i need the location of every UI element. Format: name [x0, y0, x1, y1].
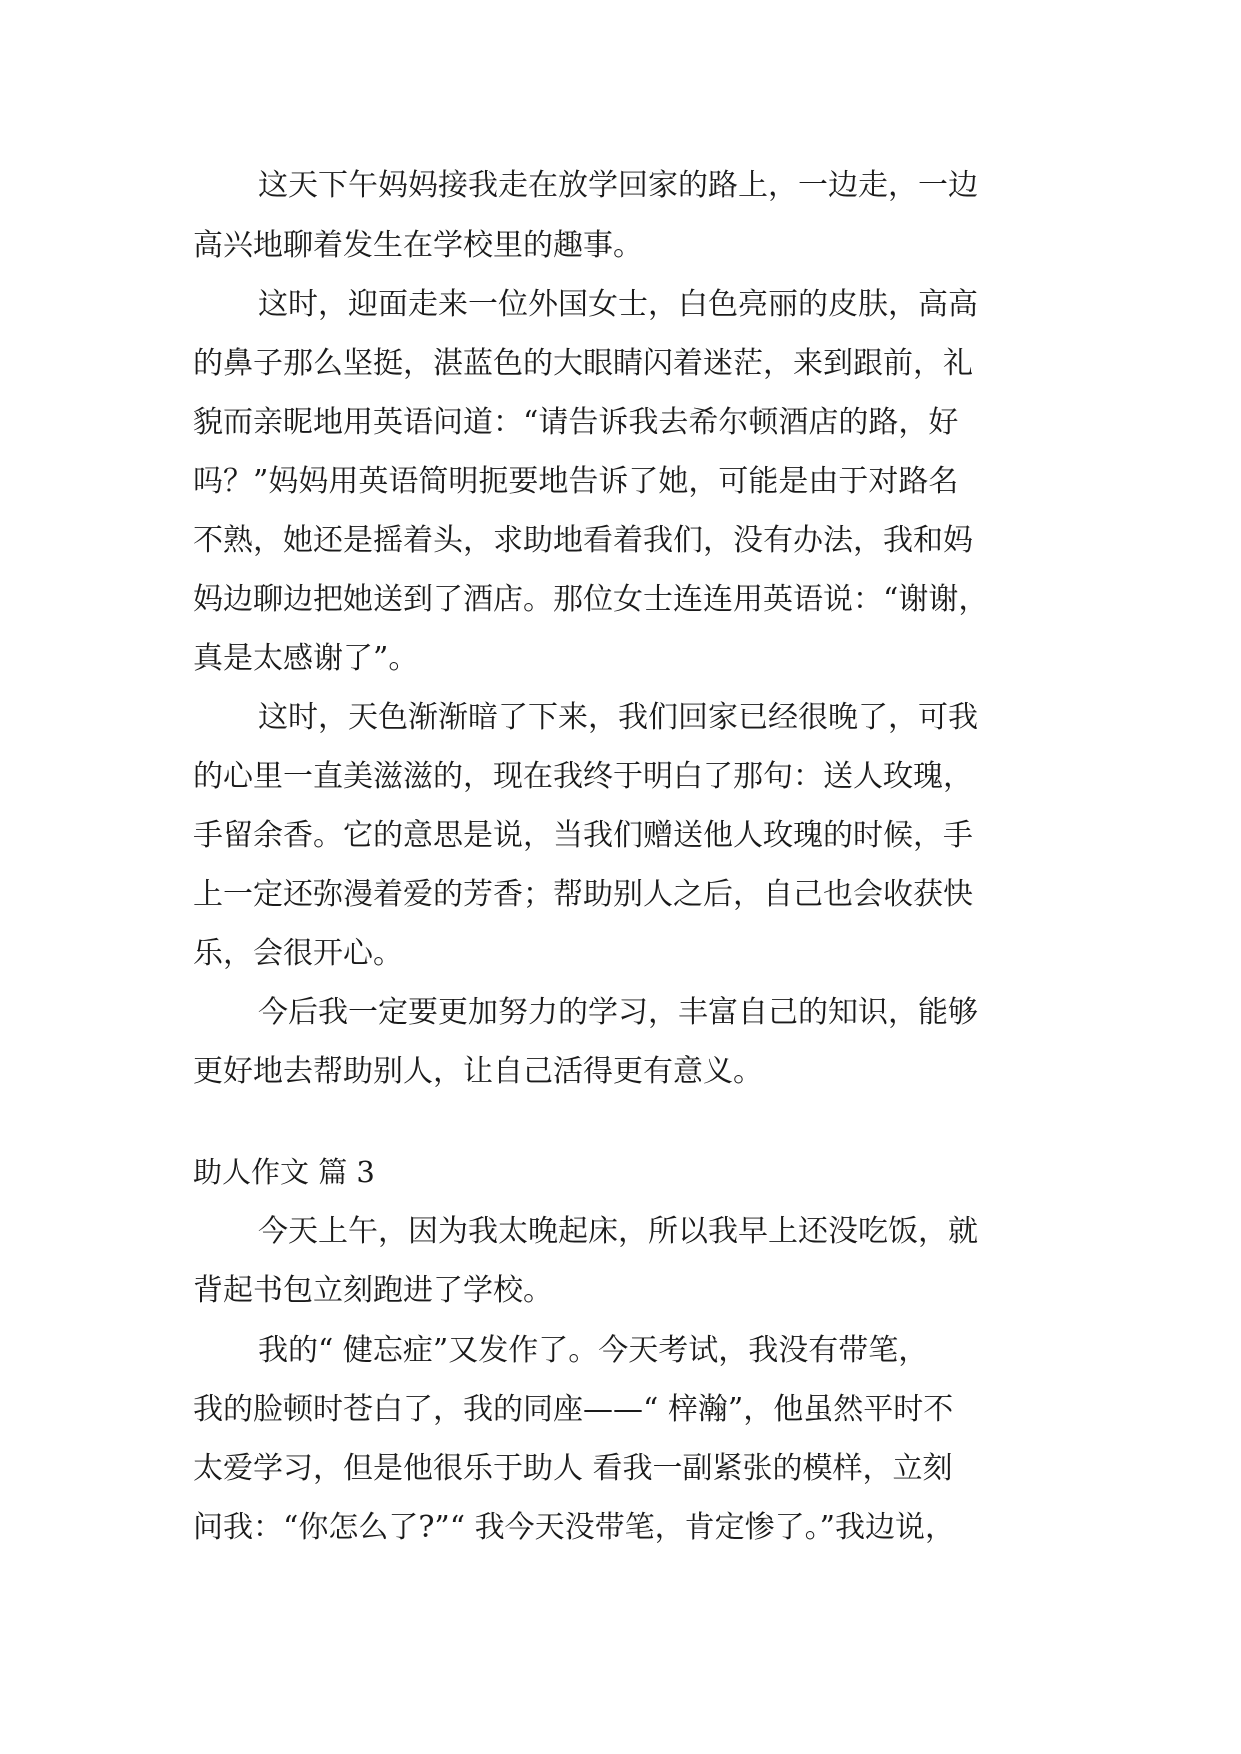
paragraph-6-line-4: 问我：“你怎么了?”“ 我今天没带笔，肯定惨了。”我边说， — [193, 1510, 955, 1545]
paragraph-1-line-1: 这天下午妈妈接我走在放学回家的路上，一边走，一边 — [258, 168, 978, 203]
paragraph-2-line-2: 的鼻子那么坚挺，湛蓝色的大眼睛闪着迷茫，来到跟前，礼 — [193, 346, 973, 381]
paragraph-1-line-2: 高兴地聊着发生在学校里的趣事。 — [193, 228, 643, 263]
paragraph-4-line-2: 更好地去帮助别人，让自己活得更有意义。 — [193, 1054, 763, 1089]
paragraph-5-line-2: 背起书包立刻跑进了学校。 — [193, 1273, 553, 1308]
paragraph-2-line-7: 真是太感谢了”。 — [193, 641, 419, 676]
paragraph-6-line-1: 我的“ 健忘症”又发作了。今天考试，我没有带笔， — [258, 1333, 929, 1368]
paragraph-3-line-5: 乐，会很开心。 — [193, 936, 403, 971]
paragraph-3-line-1: 这时，天色渐渐暗了下来，我们回家已经很晚了，可我 — [258, 700, 978, 735]
section-heading: 助人作文 篇 3 — [193, 1155, 375, 1189]
paragraph-3-line-3: 手留余香。它的意思是说，当我们赠送他人玫瑰的时候，手 — [193, 818, 973, 853]
paragraph-4-line-1: 今后我一定要更加努力的学习，丰富自己的知识，能够 — [258, 995, 978, 1030]
paragraph-2-line-4: 吗？”妈妈用英语简明扼要地告诉了她，可能是由于对路名 — [193, 464, 959, 499]
paragraph-3-line-2: 的心里一直美滋滋的，现在我终于明白了那句：送人玫瑰， — [193, 759, 973, 794]
paragraph-6-line-3: 太爱学习，但是他很乐于助人 看我一副紧张的模样，立刻 — [193, 1451, 953, 1486]
paragraph-6-line-2: 我的脸顿时苍白了，我的同座——“ 梓瀚”，他虽然平时不 — [193, 1392, 954, 1427]
paragraph-2-line-6: 妈边聊边把她送到了酒店。那位女士连连用英语说：“谢谢， — [193, 582, 989, 617]
paragraph-3-line-4: 上一定还弥漫着爱的芳香；帮助别人之后，自己也会收获快 — [193, 877, 973, 912]
paragraph-2-line-5: 不熟，她还是摇着头，求助地看着我们，没有办法，我和妈 — [193, 523, 973, 558]
paragraph-2-line-3: 貌而亲昵地用英语问道：“请告诉我去希尔顿酒店的路，好 — [193, 405, 959, 440]
paragraph-2-line-1: 这时，迎面走来一位外国女士，白色亮丽的皮肤，高高 — [258, 287, 978, 322]
paragraph-5-line-1: 今天上午，因为我太晚起床，所以我早上还没吃饭，就 — [258, 1214, 978, 1249]
